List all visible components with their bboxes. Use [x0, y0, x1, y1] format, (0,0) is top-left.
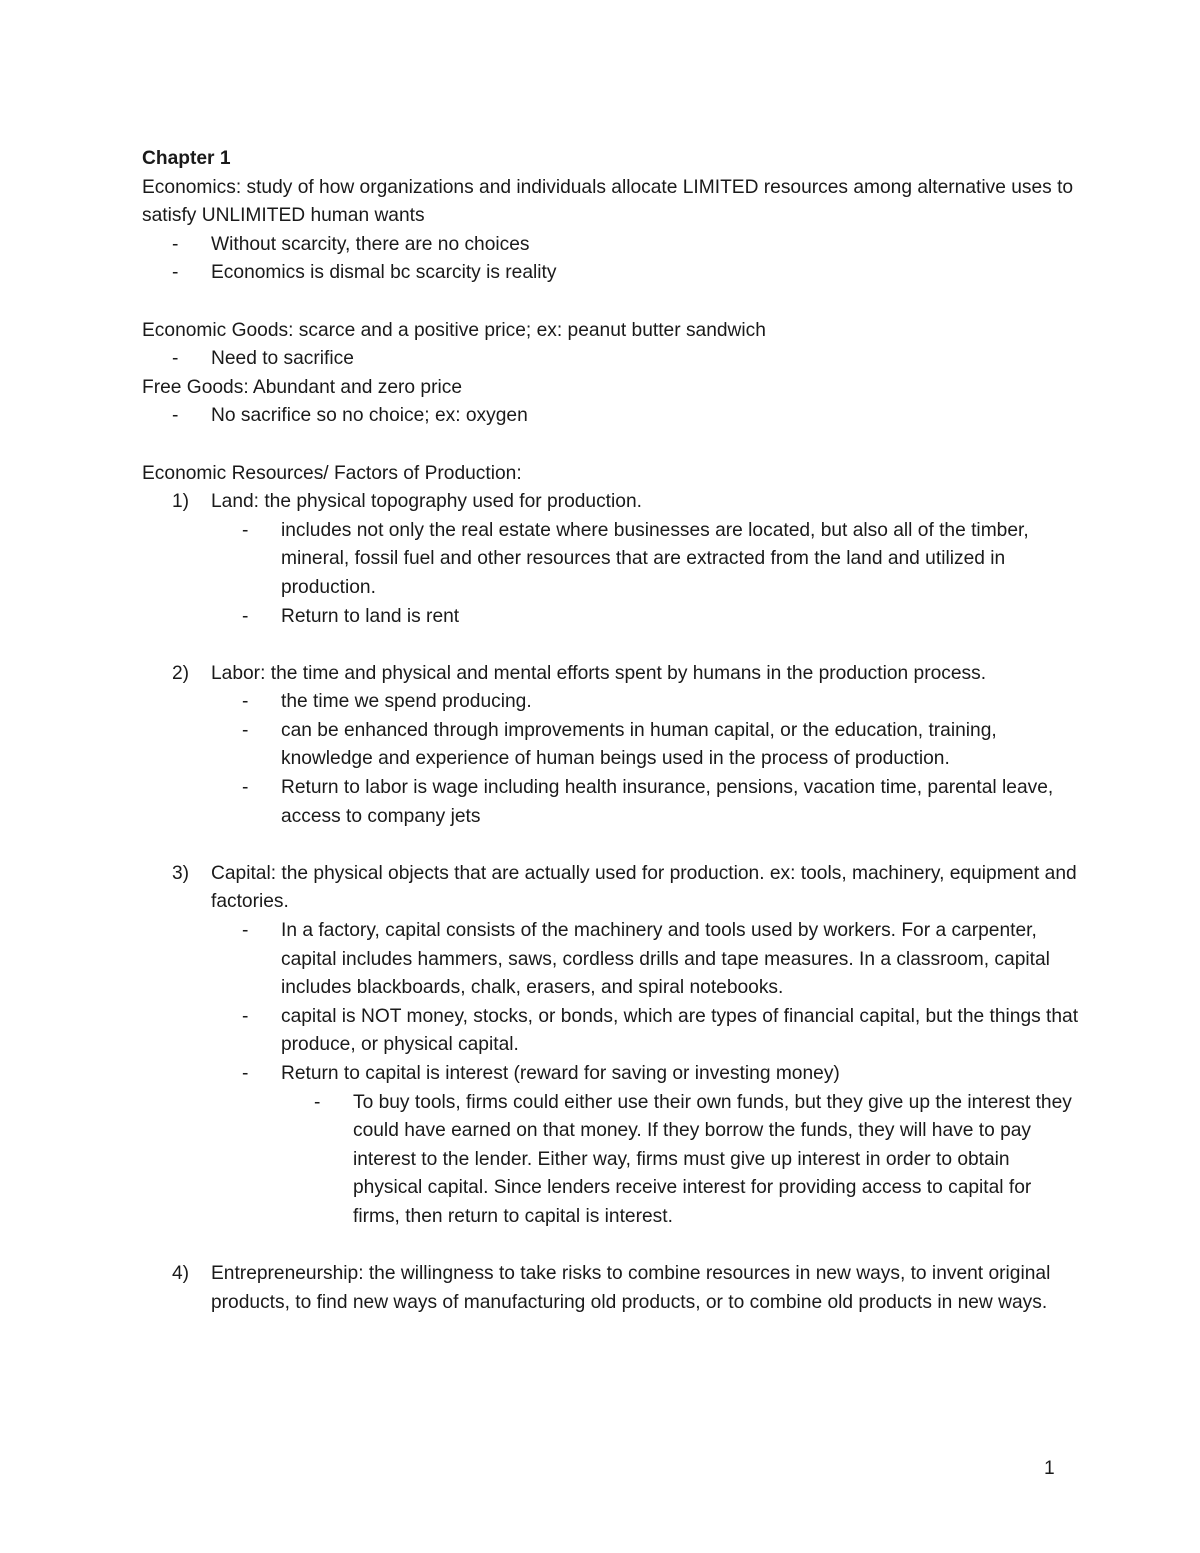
bullet-text: To buy tools, firms could either use their own funds, but they give up the interest they could have earned on that money. If they borrow the funds, they will have to pay interest to the lender. Either way, firms must give up interest in order to obtain physical capital. Since lenders receive interest for providing access to capital for firms, then return to capital is interest. [353, 1091, 1072, 1227]
document-body [142, 145, 1082, 1317]
capital-bullet [142, 1003, 1082, 1060]
bullet-marker: - [172, 348, 179, 370]
definition-bullet [142, 231, 1082, 260]
bullet-text: capital is NOT money, stocks, or bonds, which are types of financial capital, but the things that produce, or physical capital. [281, 1005, 1079, 1056]
bullet-marker: - [242, 1005, 249, 1027]
list-number: 3) [172, 862, 190, 884]
bullet-marker: - [314, 1091, 321, 1113]
list-item-entrepreneurship [142, 1260, 1082, 1317]
labor-bullet [142, 774, 1082, 831]
bullet-marker: - [242, 1063, 249, 1084]
list-number: 1) [172, 491, 190, 513]
bullet-marker: - [242, 605, 249, 627]
bullet-marker: - [172, 405, 179, 427]
bullet-text: Return to capital is interest (reward for saving or investing money) [281, 1063, 840, 1084]
bullet-marker: - [172, 233, 179, 255]
bullet-text: includes not only the real estate where businesses are located, but also all of the timber, mineral, fossil fuel and other resources that are extracted from the land and utilized in production. [281, 519, 1029, 598]
labor-bullet [142, 688, 1082, 717]
capital-sub-bullet [142, 1089, 1082, 1232]
bullet-text: can be enhanced through improvements in human capital, or the education, training, knowledge and experience of human beings used in the process of production. [281, 719, 997, 770]
definition-bullet [142, 259, 1082, 288]
list-item-land [142, 488, 1082, 517]
bullet-text: Return to labor is wage including health insurance, pensions, vacation time, parental leave, access to company jets [281, 777, 1054, 827]
bullet-text: Without scarcity, there are no choices [211, 233, 530, 255]
capital-bullet [142, 1060, 1082, 1089]
land-bullet [142, 517, 1082, 603]
list-item-text: Labor: the time and physical and mental efforts spent by humans in the production process. [211, 662, 987, 684]
list-item-labor [142, 660, 1082, 689]
bullet-text: Need to sacrifice [211, 348, 354, 370]
bullet-text: Economics is dismal bc scarcity is reality [211, 262, 557, 284]
bullet-marker: - [242, 777, 249, 799]
free-goods-bullet [142, 402, 1082, 431]
resources-heading: Economic Resources/ Factors of Production: [142, 462, 522, 484]
bullet-marker: - [242, 920, 249, 942]
page-number: 1 [1044, 1458, 1055, 1479]
bullet-text: Return to land is rent [281, 605, 460, 627]
list-number: 4) [172, 1263, 190, 1285]
free-goods-text: Free Goods: Abundant and zero price [142, 376, 462, 398]
list-number: 2) [172, 662, 190, 684]
economic-goods-text: Economic Goods: scarce and a positive price; ex: peanut butter sandwich [142, 319, 766, 341]
chapter-title: Chapter 1 [142, 148, 231, 169]
economic-goods-bullet [142, 345, 1082, 374]
bullet-marker: - [242, 719, 249, 741]
list-item-capital [142, 860, 1082, 917]
bullet-marker: - [172, 262, 179, 284]
list-item-text: Land: the physical topography used for production. [211, 491, 642, 513]
capital-bullet [142, 917, 1082, 1003]
economics-definition: Economics: study of how organizations and individuals allocate LIMITED resources among alternative uses to satisfy UNLIMITED human wants [142, 176, 1074, 227]
bullet-text: In a factory, capital consists of the machinery and tools used by workers. For a carpenter, capital includes hammers, saws, cordless drills and tape measures. In a classroom, capital includes blackboards, chalk, erasers, and spiral notebooks. [281, 920, 1050, 999]
labor-bullet [142, 717, 1082, 774]
list-item-text: Capital: the physical objects that are actually used for production. ex: tools, machinery, equipment and factories. [211, 862, 1077, 913]
bullet-marker: - [242, 519, 249, 541]
bullet-text: No sacrifice so no choice; ex: oxygen [211, 405, 528, 427]
bullet-text: the time we spend producing. [281, 691, 532, 713]
list-item-text: Entrepreneurship: the willingness to take risks to combine resources in new ways, to invent original products, to find new ways of manufacturing old products, or to combine old products in new ways. [211, 1263, 1051, 1313]
land-bullet [142, 603, 1082, 632]
bullet-marker: - [242, 691, 249, 713]
